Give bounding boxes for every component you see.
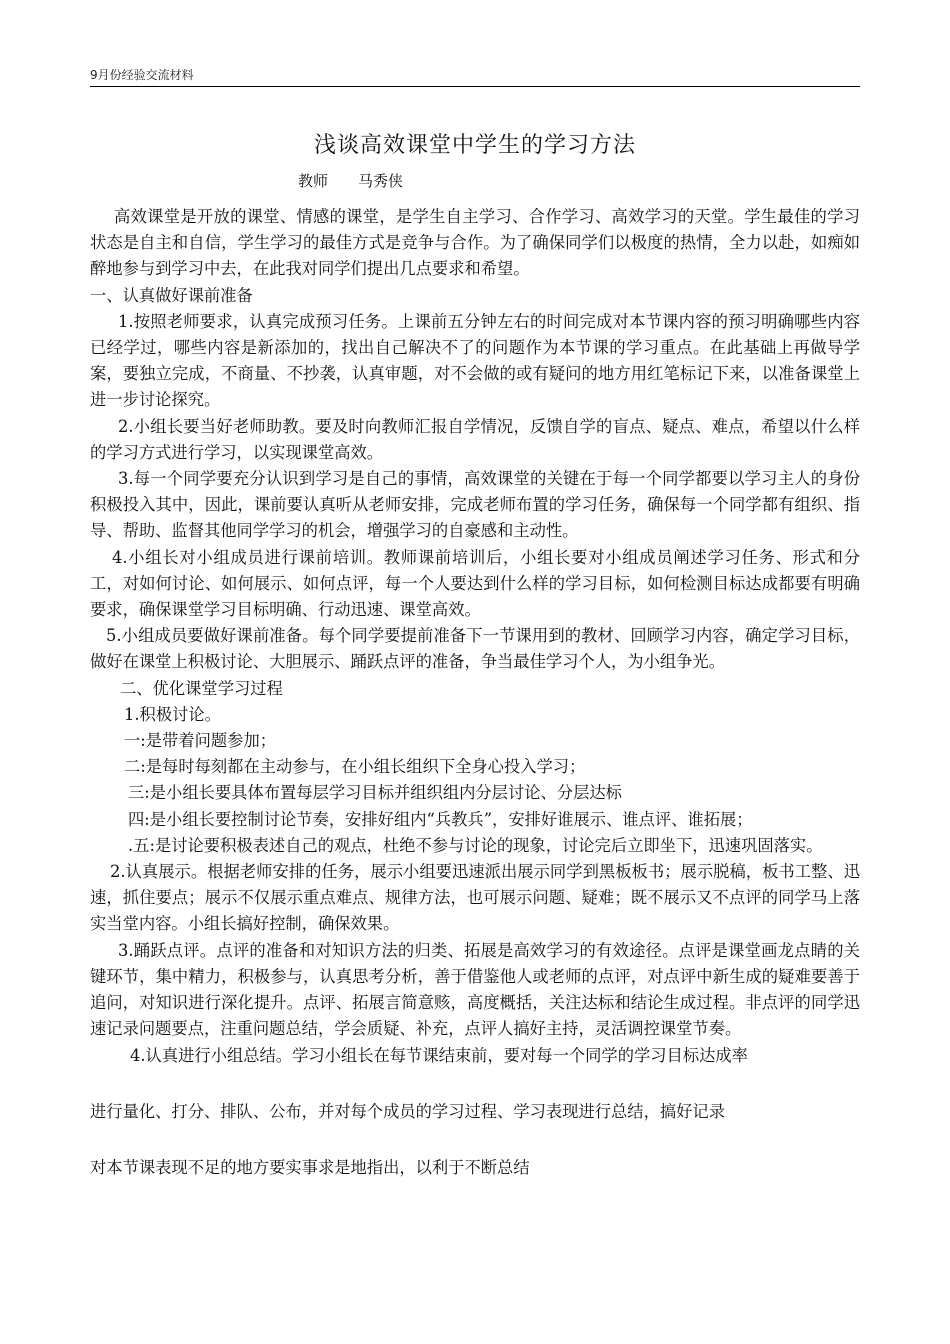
paragraph-continued-2: 对本节课表现不足的地方要实事求是地指出，以利于不断总结 xyxy=(90,1157,530,1177)
paragraph-item-1-3: 3.每一个同学要充分认识到学习是自己的事情，高效课堂的关键在于每一个同学都要以学习主人的身份积极投入其中，因此，课前要认真听从老师安排，完成老师布置的学习任务，确保每一个同学都有组织、指导、帮助、监督其他同学学习的机会，增强学习的自豪感和主动性。 xyxy=(90,469,860,541)
discussion-point-3: 三:是小组长要具体布置每层学习目标并组织组内分层讨论、分层达标 xyxy=(128,783,622,803)
author-line xyxy=(298,170,403,191)
paragraph-continued-1: 进行量化、打分、排队、公布，并对每个成员的学习过程、学习表现进行总结，搞好记录 xyxy=(90,1101,725,1121)
discussion-point-2: 二:是每时每刻都在主动参与，在小组长组织下全身心投入学习； xyxy=(124,757,586,777)
author-name: 马秀侠 xyxy=(358,172,404,190)
document-body xyxy=(90,204,860,1181)
page-header: 9月份经验交流材料 xyxy=(90,68,194,82)
paragraph-item-2-3: 3.踊跃点评。点评的准备和对知识方法的归类、拓展是高效学习的有效途径。点评是课堂画龙点睛的关键环节，集中精力，积极参与，认真思考分析，善于借鉴他人或老师的点评，对点评中新生成的疑难要善于追问，对知识进行深化提升。点评、拓展言简意赅，高度概括，关注达标和结论生成过程。非点评的同学迅速记录问题要点，注重问题总结，学会质疑、补充，点评人搞好主持，灵活调控课堂节奏。 xyxy=(90,940,860,1039)
discussion-point-4: 四:是小组长要控制讨论节奏，安排好组内“兵教兵”，安排好谁展示、谁点评、谁拓展； xyxy=(128,809,753,829)
author-role: 教师 xyxy=(298,172,329,190)
section-heading-1: 一、认真做好课前准备 xyxy=(90,285,253,305)
paragraph-item-2-1: 1.积极讨论。 xyxy=(124,704,221,724)
paragraph-intro: 高效课堂是开放的课堂、情感的课堂，是学生自主学习、合作学习、高效学习的天堂。学生最佳的学习状态是自主和自信，学生学习的最佳方式是竞争与合作。为了确保同学们以极度的热情，全力以赴，如痴如醉地参与到学习中去，在此我对同学们提出几点要求和希望。 xyxy=(90,207,860,279)
discussion-point-5: .五:是讨论要积极表述自己的观点，杜绝不参与讨论的现象，讨论完后立即坐下，迅速巩固落实。 xyxy=(128,835,823,855)
discussion-point-1: 一:是带着问题参加； xyxy=(124,731,277,751)
paragraph-item-1-2: 2.小组长要当好老师助教。要及时向教师汇报自学情况，反馈自学的盲点、疑点、难点，希望以什么样的学习方式进行学习，以实现课堂高效。 xyxy=(90,416,860,462)
header-rule xyxy=(90,86,860,87)
paragraph-item-1-1: 1.按照老师要求，认真完成预习任务。上课前五分钟左右的时间完成对本节课内容的预习明确哪些内容已经学过，哪些内容是新添加的，找出自己解决不了的问题作为本节课的学习重点。在此基础上再做导学案，要独立完成，不商量、不抄袭，认真审题，对不会做的或有疑问的地方用红笔标记下来，以准备课堂上进一步讨论探究。 xyxy=(90,311,860,410)
section-heading-2: 二、优化课堂学习过程 xyxy=(120,678,283,698)
paragraph-item-1-5: 5.小组成员要做好课前准备。每个同学要提前准备下一节课用到的教材、回顾学习内容，确定学习目标，做好在课堂上积极讨论、大胆展示、踊跃点评的准备，争当最佳学习个人，为小组争光。 xyxy=(90,626,860,672)
paragraph-item-1-4: 4.小组长对小组成员进行课前培训。教师课前培训后，小组长要对小组成员阐述学习任务、形式和分工，对如何讨论、如何展示、如何点评，每一个人要达到什么样的学习目标，如何检测目标达成都要有明确要求，确保课堂学习目标明确、行动迅速、课堂高效。 xyxy=(90,547,860,620)
paragraph-item-2-4: 4.认真进行小组总结。学习小组长在每节课结束前，要对每一个同学的学习目标达成率 xyxy=(130,1045,748,1065)
paragraph-item-2-2: 2.认真展示。根据老师安排的任务，展示小组要迅速派出展示同学到黑板板书；展示脱稿，板书工整、迅速，抓住要点；展示不仅展示重点难点、规律方法，也可展示问题、疑难；既不展示又不点评的同学马上落实当堂内容。小组长搞好控制，确保效果。 xyxy=(90,862,860,934)
document-title: 浅谈高效课堂中学生的学习方法 xyxy=(313,133,636,158)
